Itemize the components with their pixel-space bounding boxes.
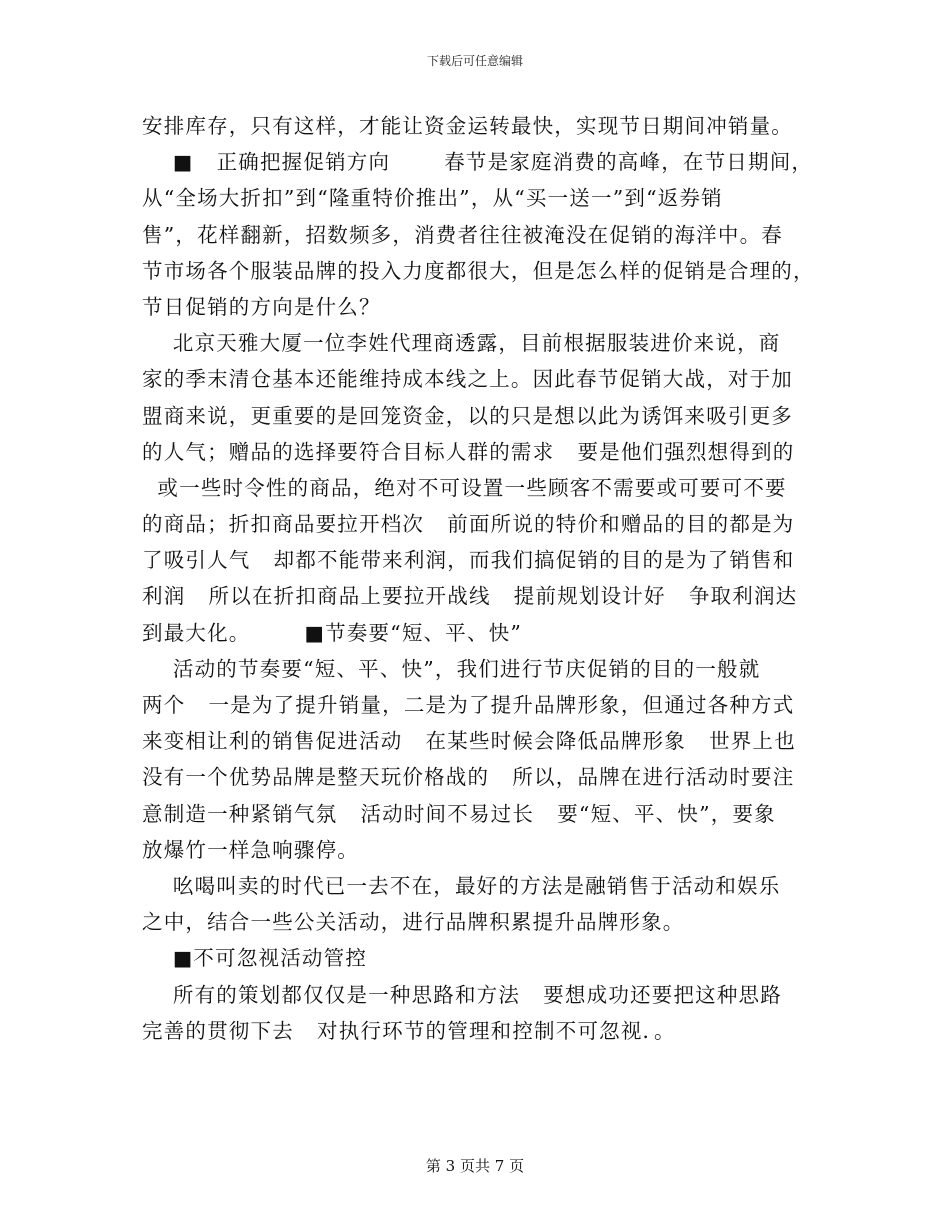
text-line: 利润 所以在折扣商品上要拉开战线 提前规划设计好 争取利润达 xyxy=(142,584,798,609)
text-line: 从“全场大折扣”到“隆重特价推出”，从“买一送一”到“返券销 xyxy=(142,186,723,211)
text-line: 节市场各个服装品牌的投入力度都很大，但是怎么样的促销是合理的， xyxy=(142,258,815,283)
text-line: 到最大化。 ■节奏要“短、平、快” xyxy=(142,620,523,645)
text-line: ■不可忽视活动管控 xyxy=(142,946,368,971)
text-line: 意制造一种紧销气氛 活动时间不易过长 要“短、平、快”，要象 xyxy=(142,801,776,826)
text-line: 北京天雅大厦一位李姓代理商透露，目前根据服装进价来说，商 xyxy=(142,331,781,356)
text-line: 或一些时令性的商品，绝对不可设置一些顾客不需要或可要可不要 xyxy=(142,475,787,500)
text-line: 售”，花样翻新，招数频多，消费者往往被淹没在促销的海洋中。春 xyxy=(142,222,783,247)
text-line: ■ 正确把握促销方向 春节是家庭消费的高峰，在节日期间， xyxy=(142,150,814,175)
body-text xyxy=(142,108,815,1049)
text-line: 节日促销的方向是什么？ xyxy=(142,294,381,319)
text-line: 没有一个优势品牌是整天玩价格战的 所以，品牌在进行活动时要注 xyxy=(142,765,795,790)
text-line: 放爆竹一样急响骤停。 xyxy=(142,837,359,862)
text-line: 来变相让利的销售促进活动 在某些时候会降低品牌形象 世界上也 xyxy=(142,729,796,754)
page-footer: 第 3 页共 7 页 xyxy=(425,1157,525,1175)
text-line: 吆喝叫卖的时代已一去不在，最好的方法是融销售于活动和娱乐 xyxy=(142,873,781,898)
text-line: 的商品；折扣商品要拉开档次 前面所说的特价和赠品的目的都是为 xyxy=(142,512,795,537)
page-header: 下载后可任意编辑 xyxy=(426,54,523,68)
text-line: 完善的贯彻下去 对执行环节的管理和控制不可忽视．。 xyxy=(142,1018,676,1043)
text-line: 安排库存，只有这样，才能让资金运转最快，实现节日期间冲销量。 xyxy=(142,114,793,138)
text-line: 了吸引人气 却都不能带来利润，而我们搞促销的目的是为了销售和 xyxy=(142,548,795,573)
text-line: 盟商来说，更重要的是回笼资金，以的只是想以此为诱饵来吸引更多 xyxy=(142,403,793,428)
text-line: 的人气；赠品的选择要符合目标人群的需求 要是他们强烈想得到的 xyxy=(142,439,795,464)
text-line: 所有的策划都仅仅是一种思路和方法 要想成功还要把这种思路 xyxy=(142,982,782,1007)
text-line: 家的季末清仓基本还能维持成本线之上。因此春节促销大战，对于加 xyxy=(142,367,793,392)
text-line: 之中，结合一些公关活动，进行品牌积累提升品牌形象。 xyxy=(142,910,685,935)
text-line: 活动的节奏要“短、平、快”，我们进行节庆促销的目的一般就 xyxy=(142,656,761,681)
text-line: 两个 一是为了提升销量，二是为了提升品牌形象，但通过各种方式 xyxy=(142,693,795,717)
